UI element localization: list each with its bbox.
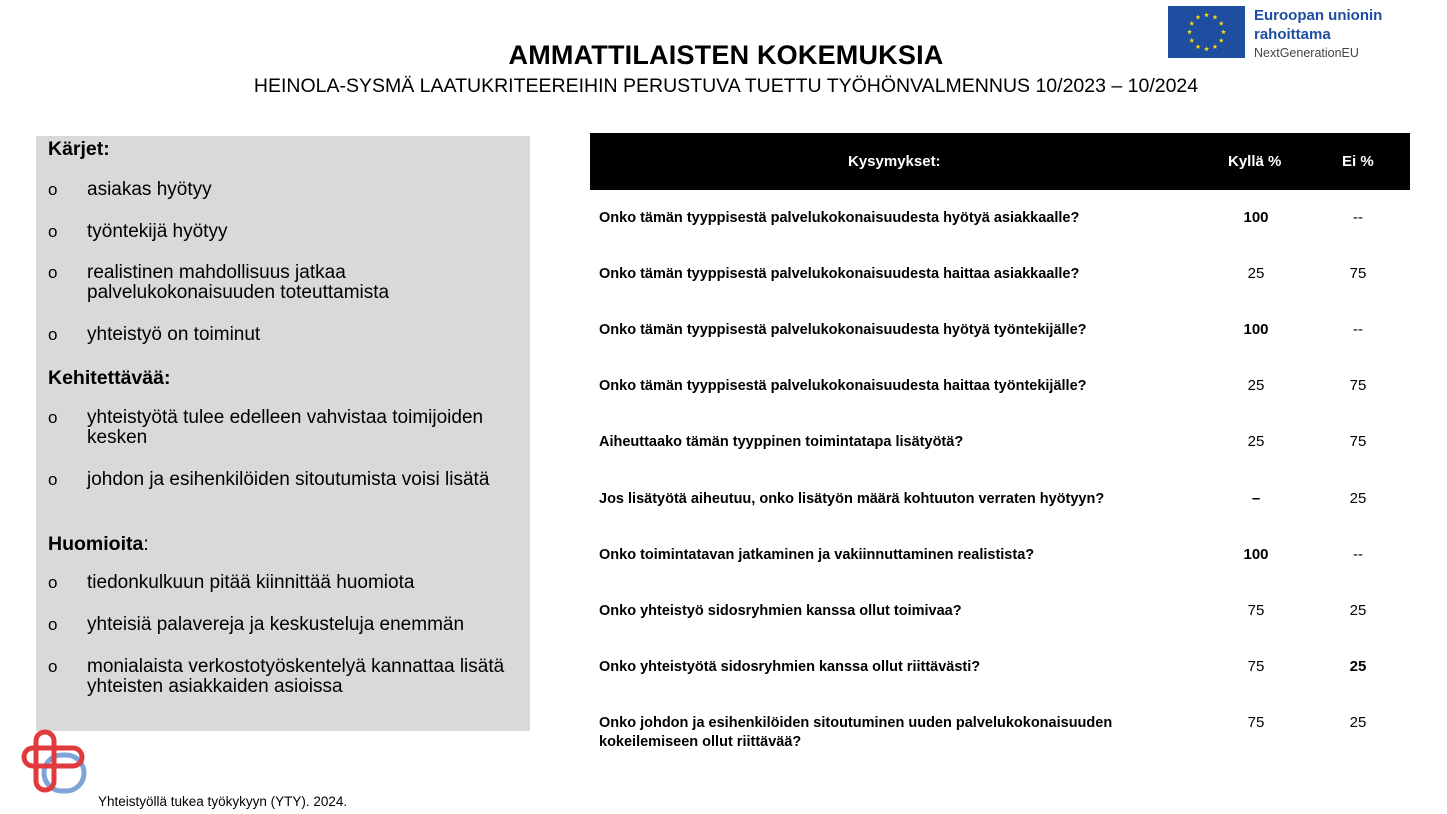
question-cell: Jos lisätyötä aiheutuu, onko lisätyön määrä kohtuuton verraten hyötyyn? (599, 491, 1105, 507)
bullet-icon: o (48, 180, 58, 199)
no-percent-cell: 25 (1349, 658, 1367, 675)
section-heading (48, 138, 110, 161)
yes-percent-cell: 100 (1243, 209, 1269, 226)
question-cell: Aiheuttaako tämän tyyppinen toimintatapa lisätyötä? (599, 434, 964, 450)
no-percent-cell: -- (1353, 209, 1363, 226)
yes-percent-cell: 25 (1247, 377, 1265, 394)
eu-badge-line2: NextGenerationEU (1254, 46, 1359, 60)
list-item-text: monialaista verkostotyöskentelyä kannattaa lisätä yhteisten asiakkaiden asioissa (87, 656, 505, 697)
list-item-text: tiedonkulkuun pitää kiinnittää huomiota (87, 572, 415, 593)
yes-percent-cell: 75 (1247, 602, 1265, 619)
bullet-icon: o (48, 615, 58, 634)
question-cell: Onko tämän tyyppisestä palvelukokonaisuudesta hyötyä asiakkaalle? (599, 210, 1080, 226)
list-item-text: työntekijä hyötyy (87, 221, 228, 242)
list-item-text: johdon ja esihenkilöiden sitoutumista voisi lisätä (87, 469, 490, 490)
eu-badge-line1: Euroopan unionin rahoittama (1254, 7, 1383, 43)
page-title: AMMATTILAISTEN KOKEMUKSIA (508, 40, 944, 70)
yes-percent-cell: 25 (1247, 265, 1265, 282)
no-percent-cell: -- (1353, 321, 1363, 338)
section-heading-suffix: : (103, 138, 110, 160)
section-heading-text: Kehitettävää (48, 367, 164, 389)
section-heading (48, 367, 170, 390)
yes-percent-cell: 100 (1243, 546, 1269, 563)
eu-star-icon (1189, 21, 1194, 26)
list-item-text: yhteistyö on toiminut (87, 324, 261, 345)
eu-star-icon (1189, 38, 1194, 43)
bullet-icon: o (48, 222, 58, 241)
yes-percent-cell: 25 (1247, 433, 1265, 450)
bullet-icon: o (48, 263, 58, 282)
no-percent-cell: 25 (1349, 714, 1367, 731)
question-cell: Onko tämän tyyppisestä palvelukokonaisuudesta haittaa työntekijälle? (599, 378, 1087, 394)
header-no: Ei % (1342, 153, 1374, 170)
no-percent-cell: 75 (1349, 433, 1367, 450)
eu-star-icon (1219, 38, 1224, 43)
bullet-icon: o (48, 408, 58, 427)
eu-star-icon (1219, 21, 1224, 26)
header-yes: Kyllä % (1228, 153, 1282, 170)
table-header (590, 133, 1410, 190)
section-heading (48, 533, 149, 556)
eu-funding-badge (1168, 6, 1428, 62)
section-heading-text: Kärjet (48, 138, 104, 160)
eu-star-icon (1204, 46, 1209, 51)
section-heading-suffix: : (143, 533, 149, 555)
yes-percent-cell: 75 (1247, 714, 1265, 731)
bullet-icon: o (48, 325, 58, 344)
yty-logo-icon (20, 728, 90, 798)
summary-panel (36, 136, 530, 731)
eu-star-icon (1187, 29, 1192, 34)
question-cell: Onko yhteistyö sidosryhmien kanssa ollut toimivaa? (599, 603, 962, 619)
section-heading-text: Huomioita (48, 533, 144, 555)
no-percent-cell: 75 (1349, 377, 1367, 394)
list-item-text: asiakas hyötyy (87, 179, 212, 200)
no-percent-cell: 25 (1349, 490, 1367, 507)
eu-flag-icon (1168, 6, 1245, 58)
question-cell: Onko yhteistyötä sidosryhmien kanssa ollut riittävästi? (599, 659, 981, 675)
no-percent-cell: -- (1353, 546, 1363, 563)
question-cell: Onko tämän tyyppisestä palvelukokonaisuudesta haittaa asiakkaalle? (599, 266, 1080, 282)
list-item-text: yhteistyötä tulee edelleen vahvistaa toimijoiden kesken (87, 407, 484, 448)
eu-star-icon (1213, 44, 1218, 49)
eu-star-icon (1213, 15, 1218, 20)
eu-star-icon (1204, 12, 1209, 17)
yes-percent-cell: 100 (1243, 321, 1269, 338)
bullet-icon: o (48, 470, 58, 489)
question-cell: Onko tämän tyyppisestä palvelukokonaisuudesta hyötyä työntekijälle? (599, 322, 1087, 338)
yes-percent-cell: – (1251, 490, 1261, 507)
no-percent-cell: 75 (1349, 265, 1367, 282)
list-item-text: yhteisiä palavereja ja keskusteluja enemmän (87, 614, 465, 635)
eu-star-icon (1196, 44, 1201, 49)
bullet-icon: o (48, 657, 58, 676)
page-subtitle: HEINOLA-SYSMÄ LAATUKRITEEREIHIN PERUSTUVA TUETTU TYÖHÖNVALMENNUS 10/2023 – 10/2024 (253, 75, 1199, 97)
header-questions: Kysymykset: (848, 153, 941, 170)
eu-star-icon (1221, 29, 1226, 34)
section-heading-suffix: : (163, 367, 171, 389)
no-percent-cell: 25 (1349, 602, 1367, 619)
question-cell: Onko johdon ja esihenkilöiden sitoutuminen uuden palvelukokonaisuuden kokeilemiseen ollut riittävää? (599, 715, 1113, 750)
yes-percent-cell: 75 (1247, 658, 1265, 675)
question-cell: Onko toimintatavan jatkaminen ja vakiinnuttaminen realistista? (599, 547, 1035, 563)
eu-star-icon (1196, 15, 1201, 20)
footer-text: Yhteistyöllä tukea työkykyyn (YTY). 2024. (98, 794, 348, 809)
bullet-icon: o (48, 573, 58, 592)
list-item-text: realistinen mahdollisuus jatkaa palvelukokonaisuuden toteuttamista (87, 262, 390, 303)
